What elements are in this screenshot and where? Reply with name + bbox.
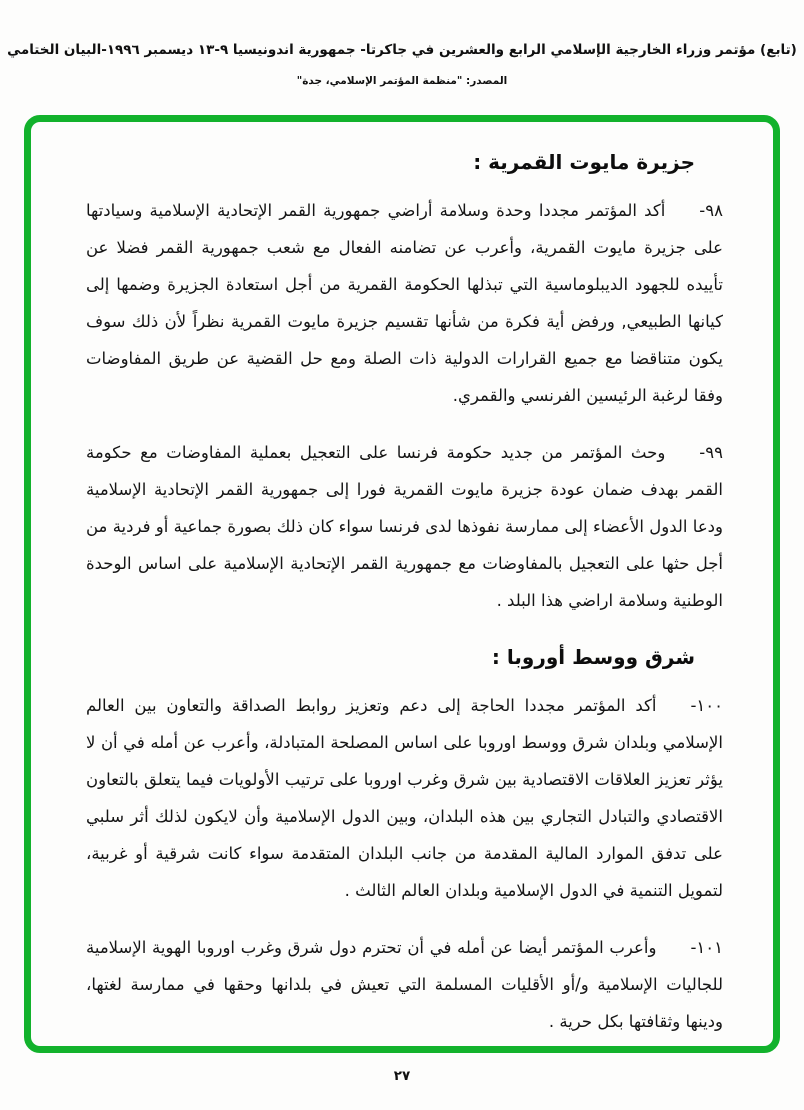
paragraph-99-text: وحث المؤتمر من جديد حكومة فرنسا على التعجيل بعملية المفاوضات مع حكومة القمر بهدف ضمان عودة جزيرة مايوت القمرية فورا إلى جمهورية القمر الإتحادية الإسلامية ودعا الدول الأعضاء إلى ممارسة نفوذها لدى فرنسا سواء كان ذلك بصورة جماعية أو فردية من أجل حثها على التعجيل بالمفاوضات مع جمهورية القمر الإتحادية الإسلامية على اساس الوحدة الوطنية وسلامة اراضي هذا البلد . — [86, 443, 723, 610]
paragraph-101-number: ١٠١- — [690, 938, 723, 957]
paragraph-100-text: أكد المؤتمر مجددا الحاجة إلى دعم وتعزيز روابط الصداقة والتعاون بين العالم الإسلامي وبلدان شرق ووسط اوروبا على اساس المصلحة المتبادلة، وأعرب عن أمله في أن لا يؤثر تعزيز العلاقات الاقتصادية بين شرق وغرب اوروبا على ترتيب الأولويات فيما يتعلق بالتعاون الاقتصادي والتبادل التجاري بين هذه البلدان، وبين الدول الإسلامية وأن لايكون لذلك أثر سلبي على تدفق الموارد المالية المقدمة من جانب البلدان المتقدمة سواء كانت شرقية أو غربية، لتمويل التنمية في الدول الإسلامية وبلدان العالم الثالث . — [86, 696, 723, 900]
paragraph-100 — [86, 687, 723, 909]
paragraph-98-number: ٩٨- — [699, 201, 723, 220]
paragraph-98-text: أكد المؤتمر مجددا وحدة وسلامة أراضي جمهورية القمر الإتحادية الإسلامية وسيادتها على جزيرة مايوت القمرية، وأعرب عن تضامنه الفعال مع شعب جمهورية القمر فضلا عن تأييده للجهود الديبلوماسية التي تبذلها الحكومة القمرية من أجل استعادة الجزيرة وضمها إلى كيانها الطبيعي, ورفض أية فكرة من شأنها تقسيم جزيرة مايوت القمرية نظراً لأن ذلك سوف يكون متناقضا مع جميع القرارات الدولية ذات الصلة ومع حل القضية عن طريق المفاوضات وفقا لرغبة الرئيسين الفرنسي والقمري. — [86, 201, 723, 405]
page-number: ٢٧ — [393, 1068, 411, 1084]
paragraph-101-text: وأعرب المؤتمر أيضا عن أمله في أن تحترم دول شرق وغرب اوروبا الهوية الإسلامية للجاليات الإسلامية و/أو الأقليات المسلمة التي تعيش في بلدانها وحقها في ممارسة لغتها، ودينها وثقافتها بكل حرية . — [86, 938, 723, 1031]
section-heading-mayotte: جزيرة مايوت القمرية : — [473, 150, 695, 174]
header-source: المصدر: "منظمة المؤتمر الإسلامي، جدة" — [296, 75, 508, 87]
header-title: (تابع) مؤتمر وزراء الخارجية الإسلامي الرابع والعشرين في جاكرتا- جمهورية اندونيسيا ٩-١٣ ديسمبر ١٩٩٦-البيان الختامي — [7, 42, 797, 58]
paragraph-99-number: ٩٩- — [699, 443, 723, 462]
paragraph-98 — [86, 192, 723, 414]
section-heading-east-central-europe: شرق ووسط أوروبا : — [491, 645, 695, 669]
page-header — [0, 42, 804, 87]
paragraph-101 — [86, 929, 723, 1040]
paragraph-100-number: ١٠٠- — [690, 696, 723, 715]
document-body — [86, 150, 723, 1060]
paragraph-99 — [86, 434, 723, 619]
document-frame — [24, 115, 780, 1053]
